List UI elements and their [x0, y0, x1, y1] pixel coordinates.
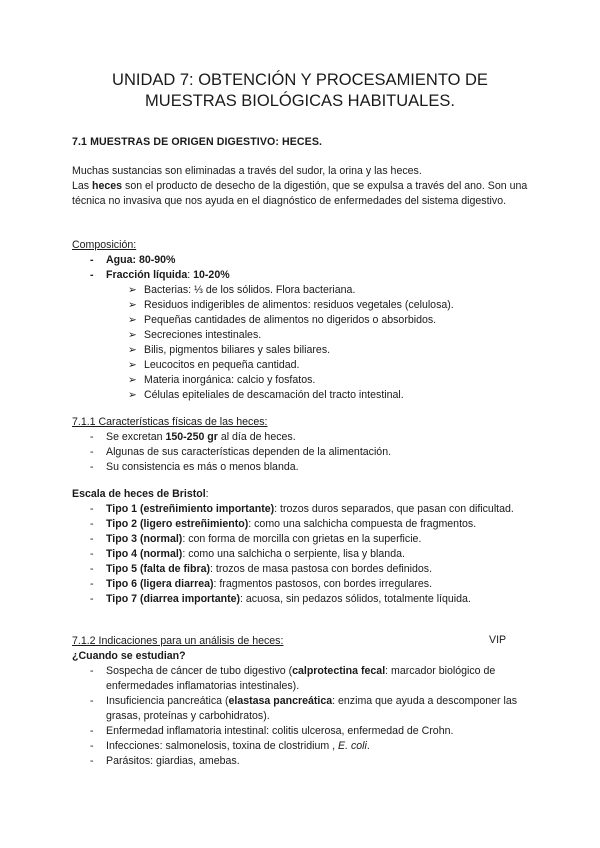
- intro-text: Las: [72, 180, 93, 192]
- sublist-item: [72, 388, 532, 403]
- separator: :: [205, 488, 209, 500]
- composition-list: [72, 253, 532, 403]
- arrow-bullet-icon: ➢: [128, 359, 137, 371]
- dash-bullet: -: [90, 665, 94, 677]
- item-text: al día de heces.: [217, 431, 296, 443]
- water-label: Agua: [106, 254, 133, 266]
- list-item: [72, 253, 532, 268]
- list-item: [72, 739, 532, 754]
- dash-bullet: -: [90, 503, 94, 515]
- bristol-heading: [72, 487, 209, 502]
- bristol-type-label: Tipo 5 (falta de fibra): [106, 563, 210, 575]
- list-item: [72, 268, 532, 283]
- arrow-bullet-icon: ➢: [128, 314, 137, 326]
- list-item: [72, 430, 532, 445]
- dash-bullet: -: [90, 269, 94, 281]
- indications-list: [72, 664, 532, 769]
- dash-bullet: -: [90, 461, 94, 473]
- page-title: [60, 70, 540, 112]
- sublist-item-text: Bacterias: ⅓ de los sólidos. Flora bacteriana.: [144, 284, 356, 296]
- item-text: Enfermedad inflamatoria intestinal: colitis ulcerosa, enfermedad de Crohn.: [106, 725, 454, 737]
- dash-bullet: -: [90, 695, 94, 707]
- bristol-type-description: : trozos duros separados, que pasan con dificultad.: [274, 503, 514, 515]
- arrow-bullet-icon: ➢: [128, 299, 137, 311]
- physical-heading: 7.1.1 Características físicas de las heces:: [72, 416, 268, 428]
- list-item: [72, 445, 532, 460]
- list-item: [72, 694, 532, 724]
- bristol-type-label: Tipo 6 (ligera diarrea): [106, 578, 214, 590]
- bristol-heading-text: Escala de heces de Bristol: [72, 488, 206, 500]
- bristol-type-item: [72, 532, 532, 547]
- sublist-item: [72, 283, 532, 298]
- bristol-type-description: : fragmentos pastosos, con bordes irregulares.: [213, 578, 433, 590]
- bristol-type-item: [72, 562, 532, 577]
- dash-bullet: -: [90, 254, 94, 266]
- indications-heading: 7.1.2 Indicaciones para un análisis de heces:: [72, 635, 284, 647]
- sublist-item-text: Pequeñas cantidades de alimentos no digeridos o absorbidos.: [144, 314, 437, 326]
- bristol-type-label: Tipo 3 (normal): [106, 533, 183, 545]
- composition-heading: Composición:: [72, 239, 137, 251]
- bristol-type-item: [72, 547, 532, 562]
- liquid-value: 10-20%: [193, 269, 230, 281]
- bristol-type-description: : acuosa, sin pedazos sólidos, totalmente líquida.: [240, 593, 471, 605]
- dash-bullet: -: [90, 755, 94, 767]
- physical-list: [72, 430, 532, 475]
- bristol-type-item: [72, 517, 532, 532]
- item-text: Algunas de sus características dependen de la alimentación.: [106, 446, 392, 458]
- list-item: [72, 460, 532, 475]
- intro-text: son el producto de desecho de la digestión, que se expulsa a través del ano. Son una técnica no invasiva que nos ayuda en el diagnóstico de enfermedades del sistema digestivo.: [72, 180, 528, 207]
- arrow-bullet-icon: ➢: [128, 374, 137, 386]
- arrow-bullet-icon: ➢: [128, 329, 137, 341]
- dash-bullet: -: [90, 578, 94, 590]
- water-value: : 80-90%: [132, 254, 176, 266]
- title-line-2: MUESTRAS BIOLÓGICAS HABITUALES.: [145, 92, 455, 110]
- list-item: [72, 754, 532, 769]
- separator: :: [187, 269, 194, 281]
- item-bold: calprotectina fecal: [292, 665, 386, 677]
- sublist-item-text: Materia inorgánica: calcio y fosfatos.: [144, 374, 316, 386]
- intro-paragraph: [72, 164, 532, 209]
- arrow-bullet-icon: ➢: [128, 389, 137, 401]
- intro-bold-term: heces: [92, 180, 123, 192]
- item-text: : marcador biológico de enfermedades inflamatorias intestinales).: [106, 665, 496, 692]
- item-text: Su consistencia es más o menos blanda.: [106, 461, 299, 473]
- arrow-bullet-icon: ➢: [128, 344, 137, 356]
- bristol-type-description: : como una salchicha compuesta de fragmentos.: [248, 518, 477, 530]
- sublist-item-text: Leucocitos en pequeña cantidad.: [144, 359, 300, 371]
- bristol-type-description: : con forma de morcilla con grietas en la superficie.: [182, 533, 422, 545]
- bristol-type-label: Tipo 4 (normal): [106, 548, 183, 560]
- dash-bullet: -: [90, 431, 94, 443]
- dash-bullet: -: [90, 518, 94, 530]
- list-item: [72, 664, 532, 694]
- sublist-item: [72, 343, 532, 358]
- bristol-type-description: : como una salchicha o serpiente, lisa y blanda.: [182, 548, 405, 560]
- item-text: Insuficiencia pancreática (: [106, 695, 229, 707]
- title-line-1: UNIDAD 7: OBTENCIÓN Y PROCESAMIENTO DE: [112, 71, 488, 89]
- composition-sublist: [72, 283, 532, 403]
- item-text: Sospecha de cáncer de tubo digestivo (: [106, 665, 293, 677]
- intro-line-2: [72, 179, 532, 209]
- dash-bullet: -: [90, 548, 94, 560]
- sublist-item: [72, 313, 532, 328]
- sublist-item: [72, 358, 532, 373]
- dash-bullet: -: [90, 725, 94, 737]
- item-bold: elastasa pancreática: [228, 695, 333, 707]
- item-text: .: [366, 740, 370, 752]
- dash-bullet: -: [90, 446, 94, 458]
- bristol-type-item: [72, 577, 532, 592]
- section-heading: 7.1 MUESTRAS DE ORIGEN DIGESTIVO: HECES.: [72, 136, 323, 148]
- sublist-item: [72, 298, 532, 313]
- item-text: Infecciones: salmonelosis, toxina de clostridium ,: [106, 740, 338, 752]
- sublist-item-text: Células epiteliales de descamación del tracto intestinal.: [144, 389, 404, 401]
- sublist-item-text: Secreciones intestinales.: [144, 329, 262, 341]
- sublist-item: [72, 328, 532, 343]
- bristol-type-label: Tipo 7 (diarrea importante): [106, 593, 241, 605]
- bristol-list: [72, 502, 532, 607]
- liquid-label: Fracción líquida: [106, 269, 188, 281]
- item-bold: 150-250 gr: [165, 431, 218, 443]
- bristol-type-item: [72, 502, 532, 517]
- vip-label: VIP: [489, 634, 507, 646]
- intro-line-1: Muchas sustancias son eliminadas a través del sudor, la orina y las heces.: [72, 165, 422, 177]
- item-text: Parásitos: giardias, amebas.: [106, 755, 240, 767]
- item-text: Se excretan: [106, 431, 166, 443]
- arrow-bullet-icon: ➢: [128, 284, 137, 296]
- bristol-type-label: Tipo 1 (estreñimiento importante): [106, 503, 275, 515]
- dash-bullet: -: [90, 533, 94, 545]
- list-item: [72, 724, 532, 739]
- item-text: : enzima que ayuda a descomponer las grasas, proteínas y carbohidratos).: [106, 695, 518, 722]
- bristol-type-item: [72, 592, 532, 607]
- sublist-item-text: Bilis, pigmentos biliares y sales biliares.: [144, 344, 331, 356]
- bristol-type-label: Tipo 2 (ligero estreñimiento): [106, 518, 249, 530]
- sublist-item: [72, 373, 532, 388]
- dash-bullet: -: [90, 563, 94, 575]
- sublist-item-text: Residuos indigeribles de alimentos: residuos vegetales (celulosa).: [144, 299, 454, 311]
- item-italic: E. coli: [338, 740, 367, 752]
- bristol-type-description: : trozos de masa pastosa con bordes definidos.: [210, 563, 433, 575]
- indications-question: ¿Cuando se estudian?: [72, 650, 186, 662]
- dash-bullet: -: [90, 740, 94, 752]
- dash-bullet: -: [90, 593, 94, 605]
